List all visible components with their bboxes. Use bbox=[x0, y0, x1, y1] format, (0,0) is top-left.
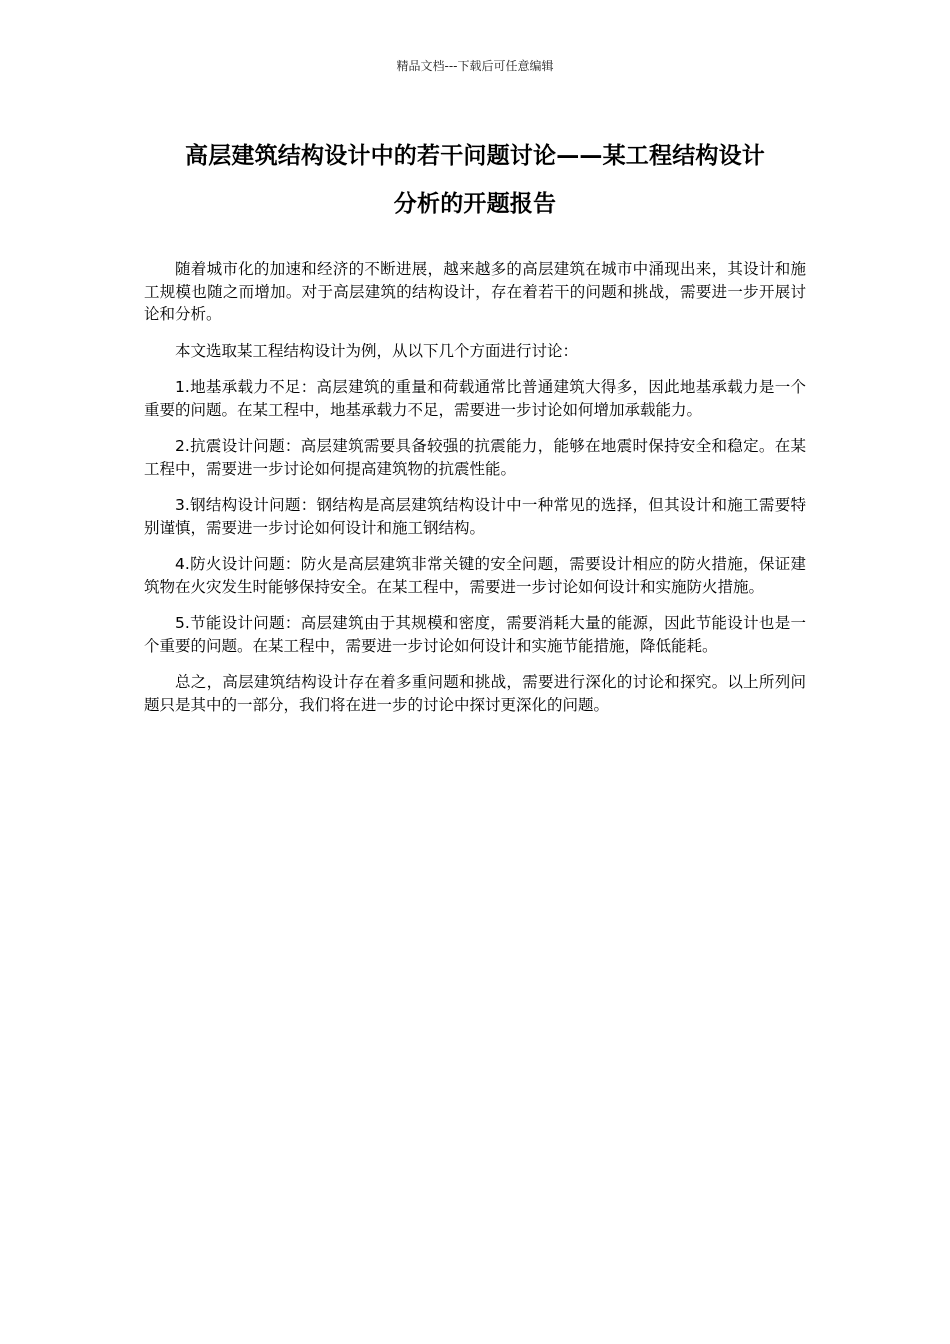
paragraph-intro: 随着城市化的加速和经济的不断进展，越来越多的高层建筑在城市中涌现出来，其设计和施工规模也随之而增加。对于高层建筑的结构设计，存在着若干的问题和挑战，需要进一步开展讨论和分析。 bbox=[144, 260, 806, 323]
paragraph-item-1: 1.地基承载力不足：高层建筑的重量和荷载通常比普通建筑大得多，因此地基承载力是一个重要的问题。在某工程中，地基承载力不足，需要进一步讨论如何增加承载能力。 bbox=[144, 378, 806, 419]
document-body bbox=[144, 258, 806, 730]
title-line-1: 高层建筑结构设计中的若干问题讨论——某工程结构设计 bbox=[185, 143, 765, 169]
document-title bbox=[140, 132, 810, 228]
paragraph-item-3: 3.钢结构设计问题：钢结构是高层建筑结构设计中一种常见的选择，但其设计和施工需要特别谨慎，需要进一步讨论如何设计和施工钢结构。 bbox=[144, 496, 806, 537]
page-header: 精品文档---下载后可任意编辑 bbox=[396, 59, 554, 73]
title-line-2: 分析的开题报告 bbox=[393, 191, 557, 217]
paragraph-item-5: 5.节能设计问题：高层建筑由于其规模和密度，需要消耗大量的能源，因此节能设计也是一个重要的问题。在某工程中，需要进一步讨论如何设计和实施节能措施，降低能耗。 bbox=[144, 614, 806, 655]
paragraph-item-2: 2.抗震设计问题：高层建筑需要具备较强的抗震能力，能够在地震时保持安全和稳定。在某工程中，需要进一步讨论如何提高建筑物的抗震性能。 bbox=[144, 437, 806, 478]
paragraph-scope: 本文选取某工程结构设计为例，从以下几个方面进行讨论： bbox=[175, 341, 579, 360]
paragraph-conclusion: 总之，高层建筑结构设计存在着多重问题和挑战，需要进行深化的讨论和探究。以上所列问题只是其中的一部分，我们将在进一步的讨论中探讨更深化的问题。 bbox=[144, 673, 806, 714]
paragraph-item-4: 4.防火设计问题：防火是高层建筑非常关键的安全问题，需要设计相应的防火措施，保证建筑物在火灾发生时能够保持安全。在某工程中，需要进一步讨论如何设计和实施防火措施。 bbox=[144, 555, 806, 596]
